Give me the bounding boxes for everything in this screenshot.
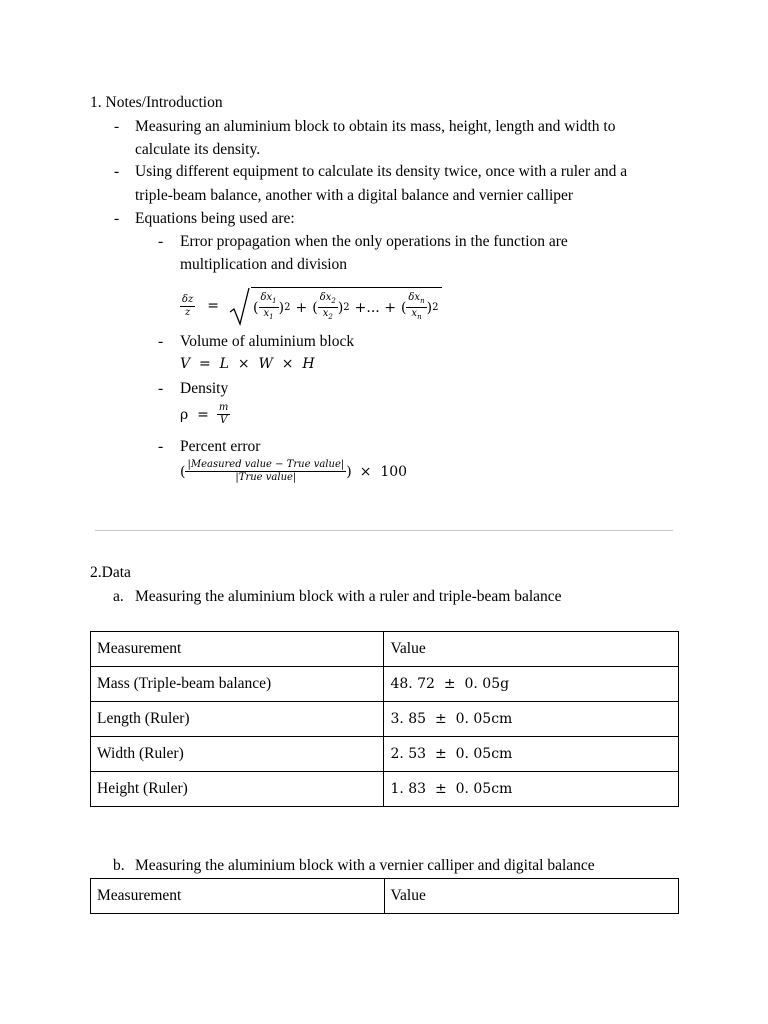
percent-error-label: Percent error (180, 438, 261, 455)
sub-bullet-dash: - (158, 333, 164, 350)
list-marker-b: b. (113, 857, 125, 874)
error-prop-line2: multiplication and division (180, 256, 348, 273)
volume-formula: V = L × W × H (180, 356, 315, 372)
sub-bullet-dash: - (158, 438, 164, 455)
table-ruler-triple-beam (90, 631, 679, 807)
section-heading-data: 2.Data (90, 564, 131, 581)
header-measurement: Measurement (91, 632, 384, 667)
percent-error-formula: ( $\frac{\text{|Measured value − True value|}}{\text{|True value|}}$ ) × 100 (180, 459, 408, 483)
cell-measurement: Mass (Triple-beam balance) (91, 667, 384, 702)
bullet-3-line1: Equations being used are: (135, 210, 295, 227)
cell-measurement: Length (Ruler) (91, 702, 384, 737)
bullet-2-line2: triple-beam balance, another with a digital balance and vernier calliper (135, 187, 574, 204)
cell-measurement: Height (Ruler) (91, 772, 384, 807)
lhs-fraction: $\frac{\delta z}{z}$ (182, 293, 194, 318)
cell-value: 2. 53 ± 0. 05cm (384, 737, 679, 772)
cell-value: 48. 72 ± 0. 05g (384, 667, 679, 702)
error-propagation-formula (180, 284, 442, 328)
bullet-dash: - (114, 118, 120, 135)
section-divider (95, 530, 673, 531)
header-measurement: Measurement (91, 879, 385, 914)
list-marker-a: a. (113, 588, 124, 605)
bullet-2-line1: Using different equipment to calculate its density twice, once with a ruler and a (135, 163, 628, 180)
header-value: Value (384, 879, 678, 914)
sub-bullet-dash: - (158, 380, 164, 397)
sqrt-radicand: ( $\frac{\delta x_1}{x_1}$ ) 2 + ( $\frac{\delta x_2}{x_2}$ ) 2 +... + ( $\frac{\delta x_n}{x_n}$ ) 2 (251, 287, 442, 323)
sqrt-symbol (229, 286, 251, 326)
density-formula: ρ = $\frac{m}{V}$ (180, 402, 229, 426)
section-heading-notes: 1. Notes/Introduction (90, 94, 223, 111)
density-label: Density (180, 380, 229, 397)
cell-value: 3. 85 ± 0. 05cm (384, 702, 679, 737)
cell-value: 1. 83 ± 0. 05cm (384, 772, 679, 807)
table-vernier-digital (90, 878, 679, 914)
bullet-dash: - (114, 163, 120, 180)
error-prop-line1: Error propagation when the only operations in the function are (180, 233, 568, 250)
bullet-1-line2: calculate its density. (135, 141, 261, 158)
subsection-b-title: Measuring the aluminium block with a vernier calliper and digital balance (135, 857, 595, 874)
bullet-1-line1: Measuring an aluminium block to obtain its mass, height, length and width to (135, 118, 616, 135)
table-header-row (91, 879, 679, 914)
volume-label: Volume of aluminium block (180, 333, 355, 350)
table-row (91, 737, 679, 772)
subsection-a-title: Measuring the aluminium block with a ruler and triple-beam balance (135, 588, 562, 605)
cell-measurement: Width (Ruler) (91, 737, 384, 772)
table-row (91, 667, 679, 702)
table-header-row (91, 632, 679, 667)
table-row (91, 772, 679, 807)
equals-sign: = (207, 298, 220, 314)
header-value: Value (384, 632, 679, 667)
table-row (91, 702, 679, 737)
sub-bullet-dash: - (158, 233, 164, 250)
bullet-dash: - (114, 210, 120, 227)
